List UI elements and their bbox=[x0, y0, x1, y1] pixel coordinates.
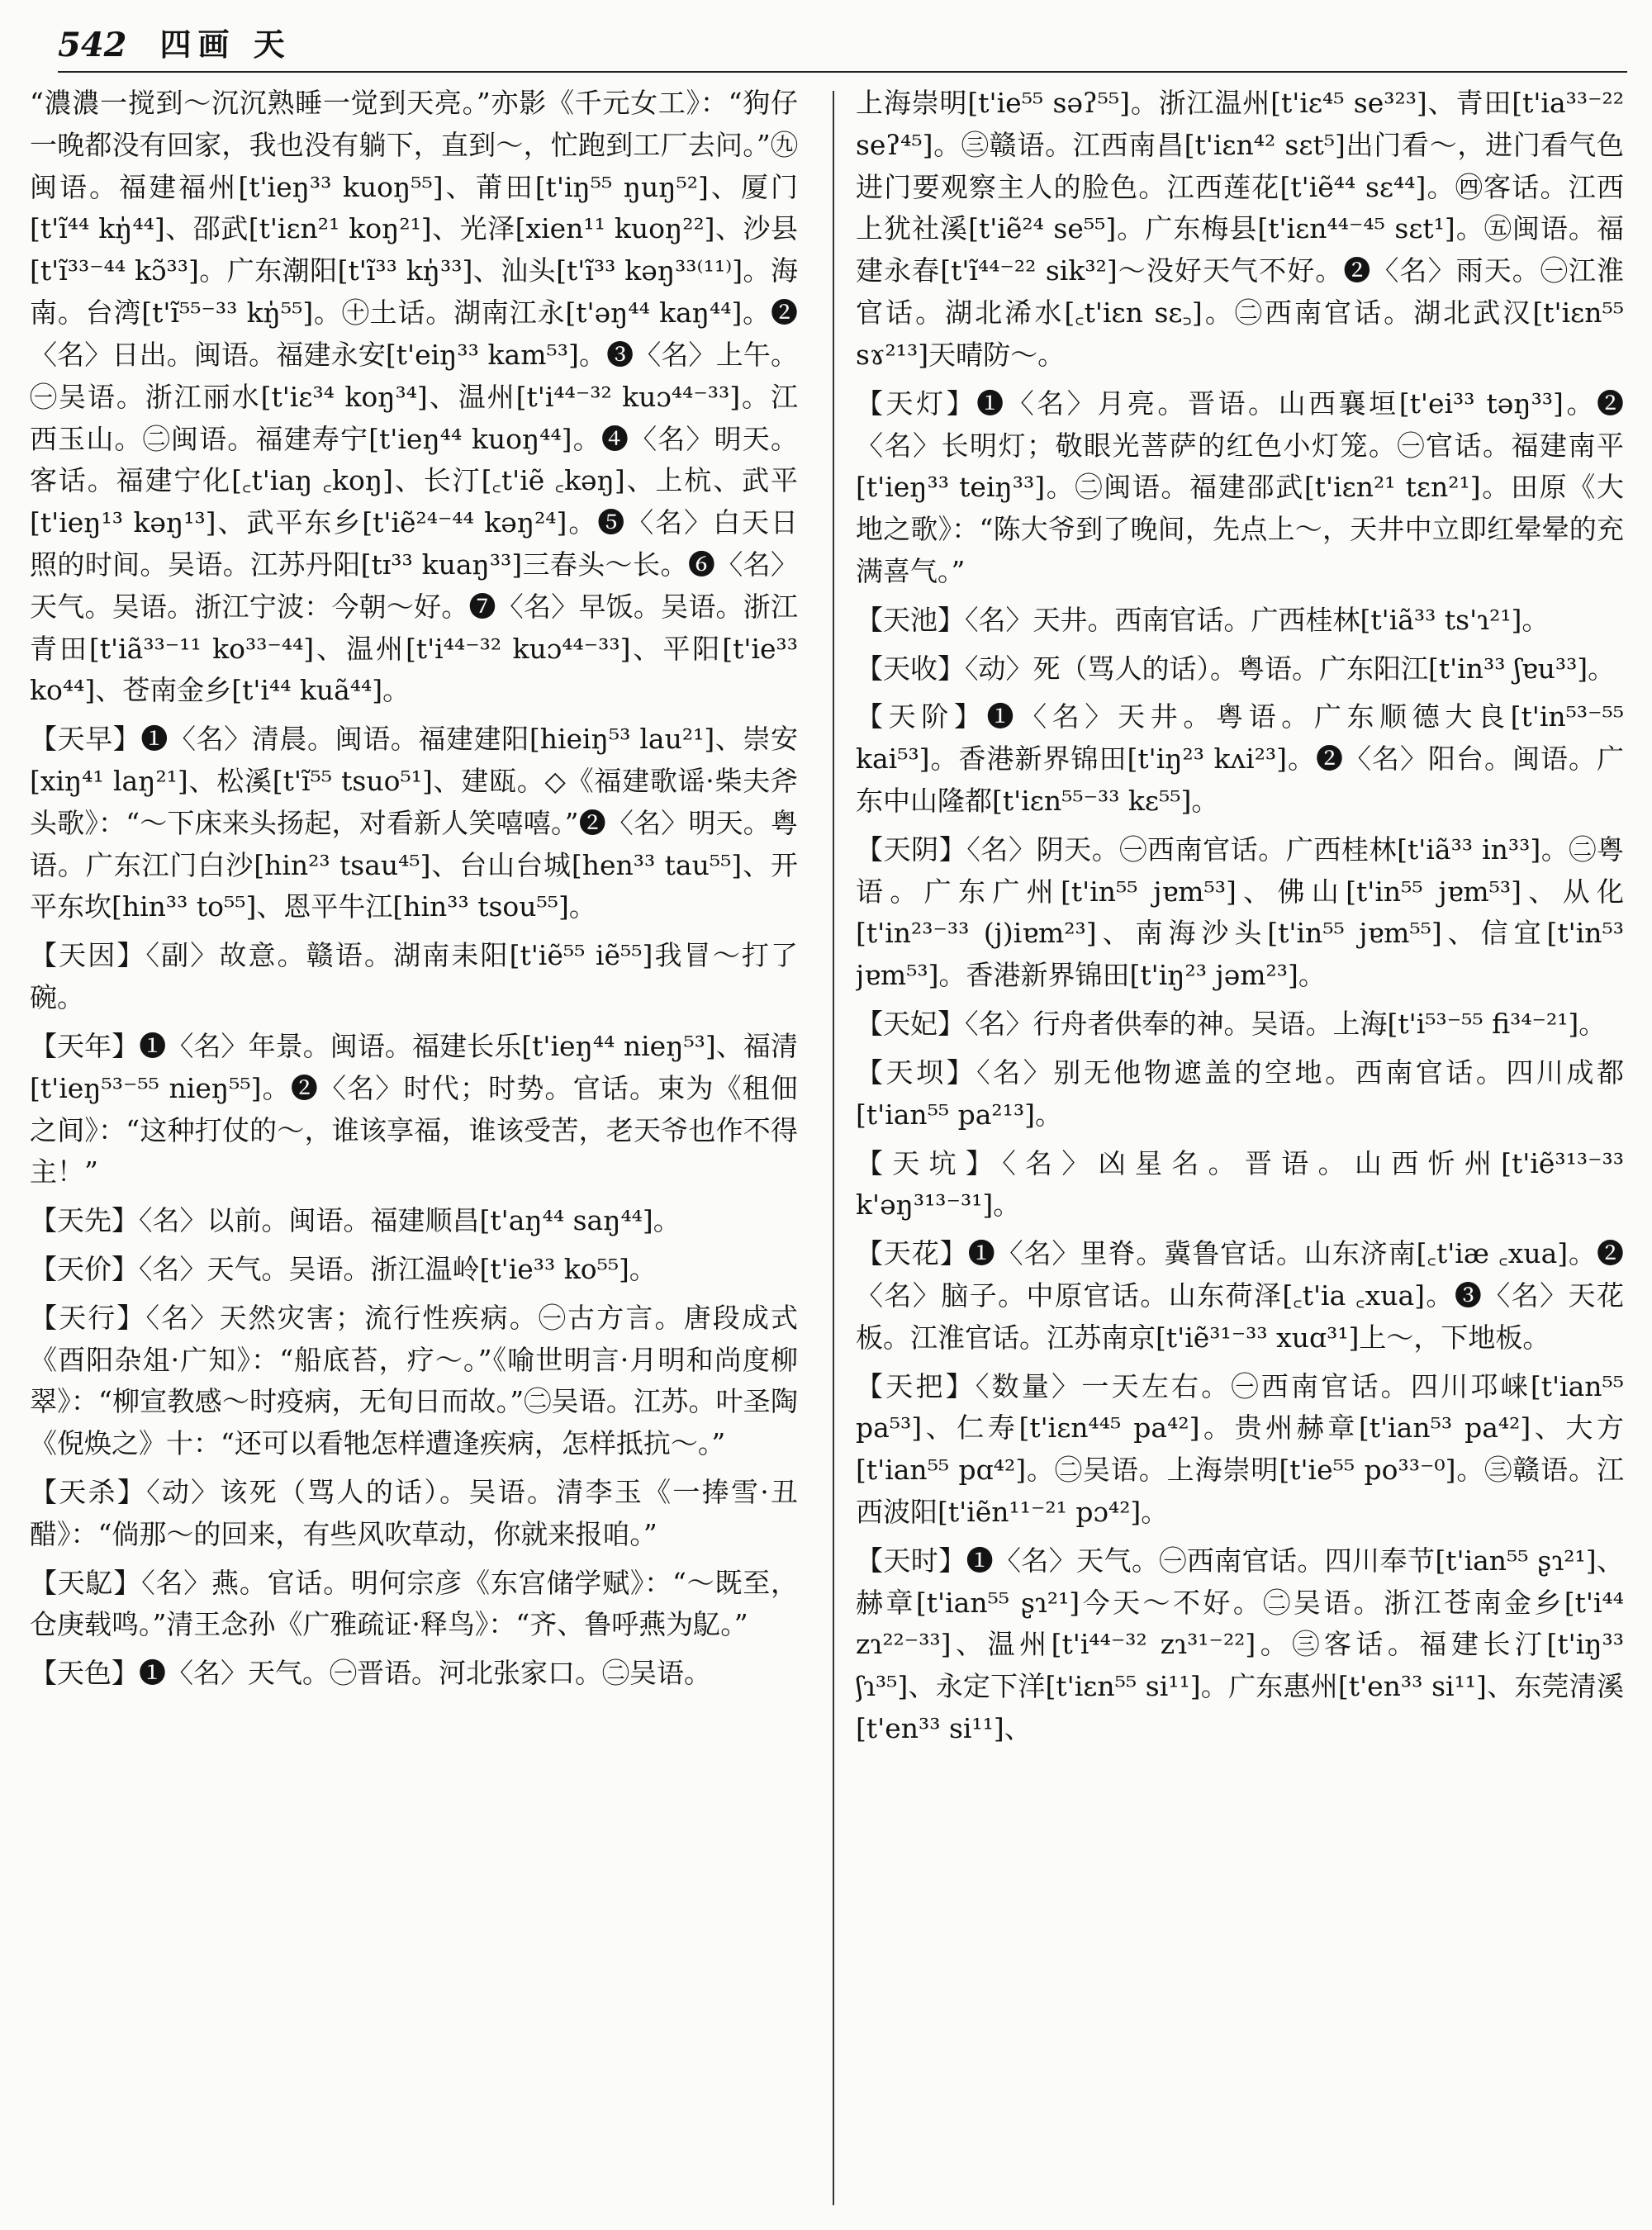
dictionary-entry: “濃濃一搅到～沉沉熟睡一觉到天亮。”亦影《千元女工》：“狗仔一晚都没有回家，我也没有躺下，直到～，忙跑到工厂去问。”㊈闽语。福建福州[t'ieŋ³³ kuoŋ⁵⁵]、莆田[t'iŋ⁵⁵ ŋuŋ⁵²]、厦门[t'ĩ⁴⁴ kŋ̍⁴⁴]、邵武[t'iɛn²¹ koŋ²¹]、光泽[xien¹¹ kuoŋ²²]、沙县[t'ĩ³³⁻⁴⁴ kɔ̃³³]。广东潮阳[t'ĩ³³ kŋ̍³³]、汕头[t'ĩ³³ kəŋ³³⁽¹¹⁾]。海南。台湾[t'ĩ⁵⁵⁻³³ kŋ̍⁵⁵]。㊉土话。湖南江永[t'əŋ⁴⁴ kaŋ⁴⁴]。❷〈名〉日出。闽语。福建永安[t'eiŋ³³ kam⁵³]。❸〈名〉上午。㊀吴语。浙江丽水[t'iɛ³⁴ koŋ³⁴]、温州[t'i⁴⁴⁻³² kuɔ⁴⁴⁻³³]。江西玉山。㊁闽语。福建寿宁[t'ieŋ⁴⁴ kuoŋ⁴⁴]。❹〈名〉明天。客话。福建宁化[꜀t'iaŋ ꜀koŋ]、长汀[꜀t'iẽ ꜀kəŋ]、上杭、武平[t'ieŋ¹³ kəŋ¹³]、武平东乡[t'iẽ²⁴⁻⁴⁴ kəŋ²⁴]。❺〈名〉白天日照的时间。吴语。江苏丹阳[tɪ³³ kuaŋ³³]三春头～长。❻〈名〉天气。吴语。浙江宁波：今朝～好。❼〈名〉早饭。吴语。浙江青田[t'iã³³⁻¹¹ ko³³⁻⁴⁴]、温州[t'i⁴⁴⁻³² kuɔ⁴⁴⁻³³]、平阳[t'ie³³ ko⁴⁴]、苍南金乡[t'i⁴⁴ kuã⁴⁴]。 bbox=[30, 87, 798, 707]
dictionary-entry: 【天鳦】〈名〉燕。官话。明何宗彦《东宫储学赋》：“～既至，仓庚载鸣。”清王念孙《广雅疏证·释鸟》：“齐、鲁呼燕为鳦。” bbox=[30, 1566, 798, 1641]
dictionary-entry: 【天行】〈名〉天然灾害；流行性疾病。㊀古方言。唐段成式《酉阳杂俎·广知》：“船底苔，疗～。”《喻世明言·月明和尚度柳翠》：“柳宣教感～时疫病，无旬日而故。”㊁吴语。江苏。叶圣陶《倪焕之》十：“还可以看牠怎样遭逢疾病，怎样抵抗～。” bbox=[30, 1301, 798, 1460]
dictionary-entry: 【天把】〈数量〉一天左右。㊀西南官话。四川邛崃[t'ian⁵⁵ pa⁵³]、仁寿[t'iɛn⁴⁴⁵ pa⁴²]。贵州赫章[t'ian⁵³ pa⁴²]、大方[t'ian⁵⁵ pɑ⁴²]。㊁吴语。上海崇明[t'ie⁵⁵ po³³⁻⁰]。㊂赣语。江西波阳[t'iẽn¹¹⁻²¹ pɔ⁴²]。 bbox=[856, 1369, 1624, 1528]
section-title: 四画 天 bbox=[159, 26, 292, 63]
dictionary-entry: 【天因】〈副〉故意。赣语。湖南耒阳[t'iẽ⁵⁵ iẽ⁵⁵]我冒～打了碗。 bbox=[30, 939, 798, 1014]
dictionary-entry: 【天妃】〈名〉行舟者供奉的神。吴语。上海[t'i⁵³⁻⁵⁵ fi³⁴⁻²¹]。 bbox=[856, 1008, 1607, 1041]
page-header bbox=[58, 23, 1627, 73]
dictionary-entry: 【天时】❶〈名〉天气。㊀西南官话。四川奉节[t'ian⁵⁵ ʂɿ²¹]、赫章[t'ian⁵⁵ ʂɿ²¹]今天～不好。㊁吴语。浙江苍南金乡[t'i⁴⁴ zɿ²²⁻³³]、温州[t'i⁴⁴⁻³² zɿ³¹⁻²²]。㊂客话。福建长汀[t'iŋ³³ ʃɿ³⁵]、永定下洋[t'iɛn⁵⁵ si¹¹]。广东惠州[t'en³³ si¹¹]、东莞清溪[t'en³³ si¹¹]、 bbox=[856, 1544, 1624, 1745]
dictionary-entry: 【天坝】〈名〉别无他物遮盖的空地。西南官话。四川成都[t'ian⁵⁵ pa²¹³]。 bbox=[856, 1056, 1624, 1131]
dictionary-entry: 【天年】❶〈名〉年景。闽语。福建长乐[t'ieŋ⁴⁴ nieŋ⁵³]、福清[t'ieŋ⁵³⁻⁵⁵ nieŋ⁵⁵]。❷〈名〉时代；时势。官话。束为《租佃之间》：“这种打仗的～，谁该享福，谁该受苦，老天爷也作不得主！” bbox=[30, 1029, 798, 1189]
dictionary-entry: 【天先】〈名〉以前。闽语。福建顺昌[t'aŋ⁴⁴ saŋ⁴⁴]。 bbox=[30, 1204, 681, 1237]
left-column bbox=[30, 83, 798, 2205]
dictionary-entry: 【天阴】〈名〉阴天。㊀西南官话。广西桂林[t'iã³³ in³³]。㊁粤语。广东广州[t'in⁵⁵ jɐm⁵³]、佛山[t'in⁵⁵ jɐm⁵³]、从化[t'in²³⁻³³ (j)iɐm²³]、南海沙头[t'in⁵⁵ jɐm⁵⁵]、信宜[t'in⁵³ jɐm⁵³]。香港新界锦田[t'iŋ²³ jəm²³]。 bbox=[856, 833, 1624, 992]
dictionary-entry: 【天价】〈名〉天气。吴语。浙江温岭[t'ie³³ ko⁵⁵]。 bbox=[30, 1252, 657, 1285]
dictionary-entry: 【天收】〈动〉死（骂人的话）。粤语。广东阳江[t'in³³ ʃɐu³³]。 bbox=[856, 652, 1616, 685]
dictionary-entry: 【天灯】❶〈名〉月亮。晋语。山西襄垣[t'ei³³ təŋ³³]。❷〈名〉长明灯；敬眼光菩萨的红色小灯笼。㊀官话。福建南平[t'ieŋ³³ teiŋ³³]。㊁闽语。福建邵武[t'iɛn²¹ tɛn²¹]。田原《大地之歌》：“陈大爷到了晚间，先点上～，天井中立即红晕晕的充满喜气。” bbox=[856, 387, 1624, 587]
column-divider bbox=[833, 91, 834, 2205]
dictionary-entry: 【天池】〈名〉天井。西南官话。广西桂林[t'iã³³ ts'ɿ²¹]。 bbox=[856, 603, 1550, 636]
dictionary-entry: 【天花】❶〈名〉里脊。冀鲁官话。山东济南[꜀t'iæ ꜀xua]。❷〈名〉脑子。中原官话。山东荷泽[꜀t'ia ꜀xua]。❸〈名〉天花板。江淮官话。江苏南京[t'iẽ³¹⁻³³ xuɑ³¹]上～，下地板。 bbox=[856, 1237, 1624, 1354]
dictionary-entry: 【天色】❶〈名〉天气。㊀晋语。河北张家口。㊁吴语。 bbox=[30, 1657, 711, 1690]
right-column bbox=[856, 83, 1624, 2205]
dictionary-entry: 上海崇明[t'ie⁵⁵ səʔ⁵⁵]。浙江温州[t'iɛ⁴⁵ se³²³]、青田[t'ia³³⁻²² seʔ⁴⁵]。㊂赣语。江西南昌[t'iɛn⁴² sɛt⁵]出门看～，进门看气色进门要观察主人的脸色。江西莲花[t'iẽ⁴⁴ sɛ⁴⁴]。㊃客话。江西上犹社溪[t'iẽ²⁴ se⁵⁵]。广东梅县[t'iɛn⁴⁴⁻⁴⁵ sɛt¹]。㊄闽语。福建永春[t'ĩ⁴⁴⁻²² sik³²]～没好天气不好。❷〈名〉雨天。㊀江淮官话。湖北浠水[꜀t'iɛn sɛ꜆]。㊁西南官话。湖北武汉[t'iɛn⁵⁵ sɤ²¹³]天晴防～。 bbox=[856, 87, 1624, 371]
dictionary-entry: 【天坑】〈名〉凶星名。晋语。山西忻州[t'iẽ³¹³⁻³³ k'əŋ³¹³⁻³¹]。 bbox=[856, 1146, 1624, 1222]
page-number: 542 bbox=[58, 26, 127, 64]
dictionary-entry: 【天杀】〈动〉该死（骂人的话）。吴语。清李玉《一捧雪·丑醋》：“倘那～的回来，有些风吹草动，你就来报咱。” bbox=[30, 1476, 798, 1550]
dictionary-entry: 【天早】❶〈名〉清晨。闽语。福建建阳[hieiŋ⁵³ lau²¹]、崇安[xiŋ⁴¹ laŋ²¹]、松溪[t'ĩ⁵⁵ tsuo⁵¹]、建瓯。◇《福建歌谣·柴夫斧头歌》：“～下床来头扬起，对看新人笑嘻嘻。”❷〈名〉明天。粤语。广东江门白沙[hin²³ tsau⁴⁵]、台山台城[hen³³ tau⁵⁵]、开平东坎[hin³³ to⁵⁵]、恩平牛江[hin³³ tsou⁵⁵]。 bbox=[30, 723, 798, 923]
dictionary-entry: 【天阶】❶〈名〉天井。粤语。广东顺德大良[t'in⁵³⁻⁵⁵ kai⁵³]。香港新界锦田[t'iŋ²³ kʌi²³]。❷〈名〉阳台。闽语。广东中山隆都[t'iɛn⁵⁵⁻³³ kɛ⁵⁵]。 bbox=[856, 700, 1624, 817]
